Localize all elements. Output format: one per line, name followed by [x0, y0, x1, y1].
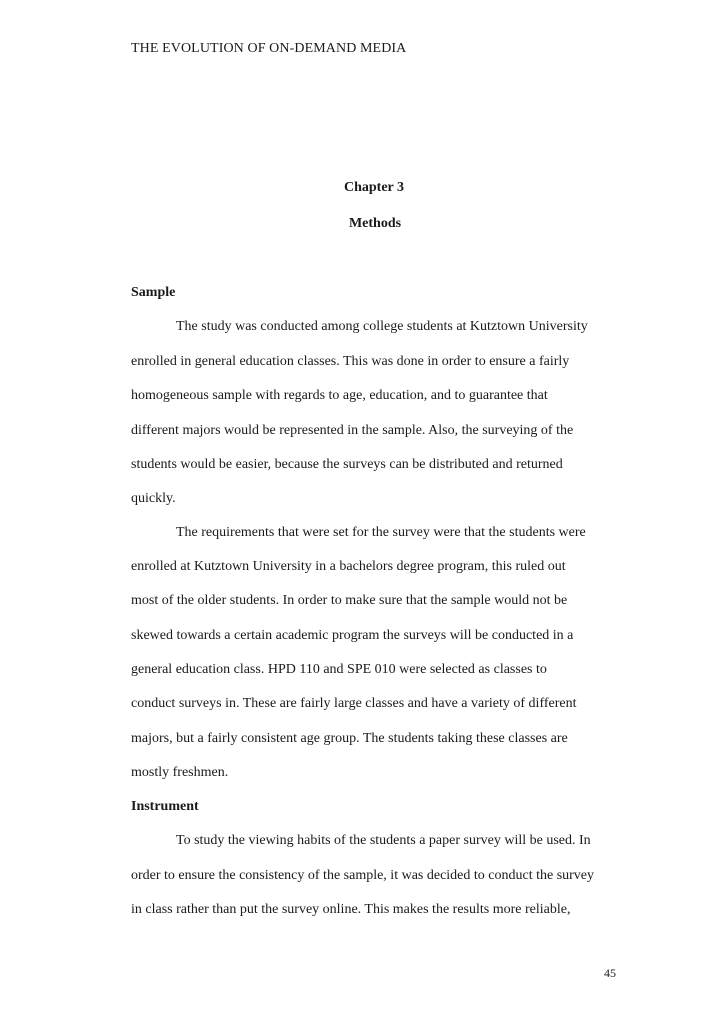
body-line: To study the viewing habits of the students a paper survey will be used. In: [176, 833, 591, 848]
body-line: students would be easier, because the surveys can be distributed and returned: [131, 457, 563, 472]
body-line: majors, but a fairly consistent age group. The students taking these classes are: [131, 731, 568, 746]
body-line: conduct surveys in. These are fairly large classes and have a variety of different: [131, 696, 577, 711]
body-line: different majors would be represented in the sample. Also, the surveying of the: [131, 423, 574, 438]
body-line: homogeneous sample with regards to age, education, and to guarantee that: [131, 388, 548, 403]
body-line: in class rather than put the survey online. This makes the results more reliable,: [131, 902, 571, 917]
running-head: THE EVOLUTION OF ON-DEMAND MEDIA: [131, 41, 407, 56]
body-line: general education class. HPD 110 and SPE 010 were selected as classes to: [131, 662, 547, 677]
body-line: enrolled in general education classes. This was done in order to ensure a fairly: [131, 354, 570, 369]
body-line: skewed towards a certain academic program the surveys will be conducted in a: [131, 628, 574, 643]
body-line: most of the older students. In order to make sure that the sample would not be: [131, 593, 568, 608]
body-line: The study was conducted among college students at Kutztown University: [176, 319, 588, 334]
section-heading-sample: Sample: [131, 285, 176, 300]
chapter-title: Methods: [348, 216, 402, 231]
section-heading-instrument: Instrument: [131, 799, 199, 814]
body-line: quickly.: [131, 491, 176, 506]
body-line: mostly freshmen.: [131, 765, 229, 780]
body-line: order to ensure the consistency of the sample, it was decided to conduct the survey: [131, 868, 595, 883]
page-number: 45: [604, 966, 616, 980]
chapter-number: Chapter 3: [343, 180, 405, 195]
body-line: The requirements that were set for the survey were that the students were: [176, 525, 586, 540]
body-line: enrolled at Kutztown University in a bachelors degree program, this ruled out: [131, 559, 566, 574]
